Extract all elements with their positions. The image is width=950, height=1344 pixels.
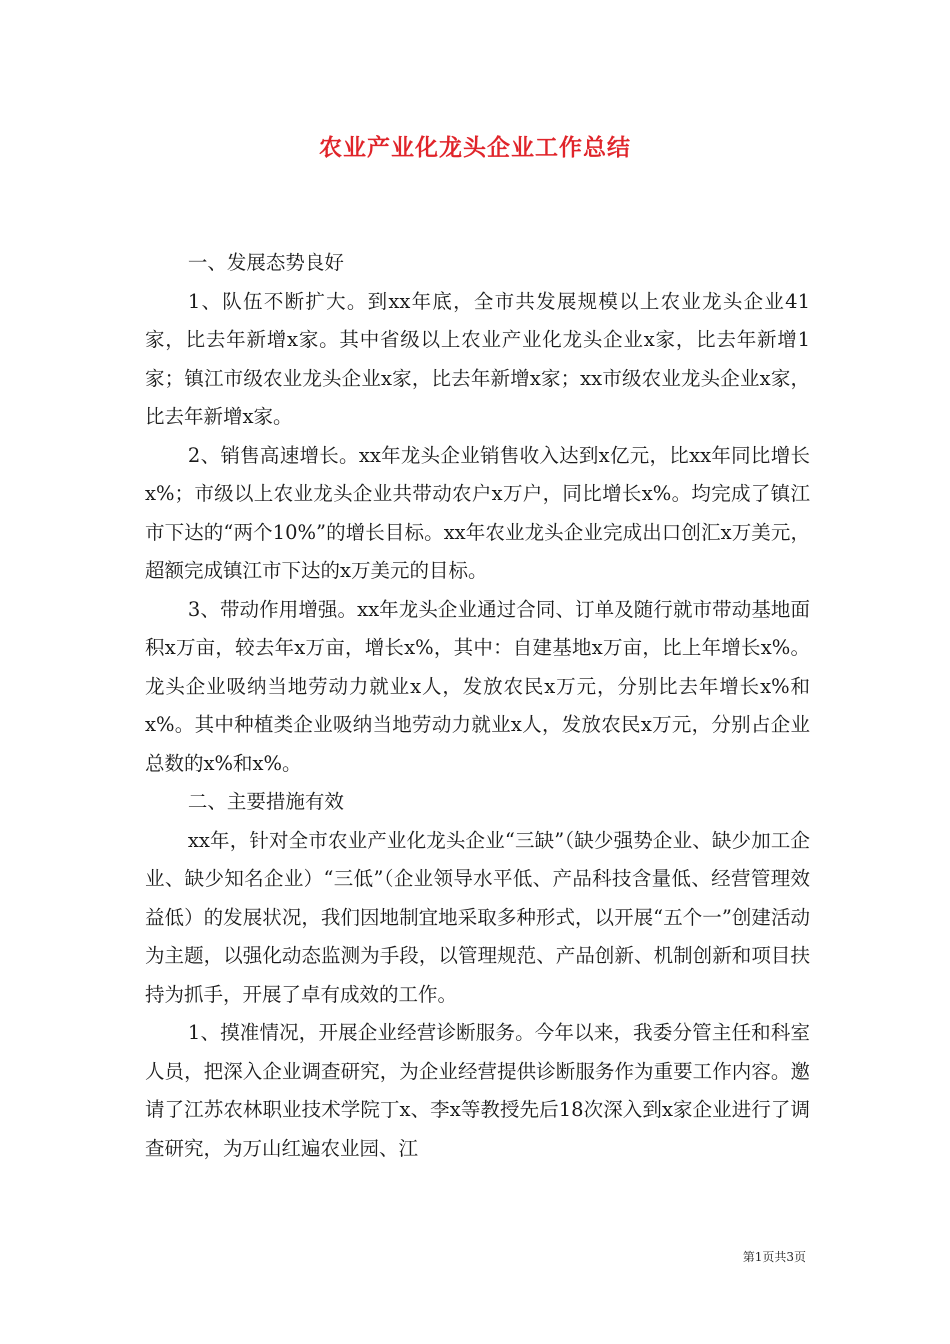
- paragraph-5: 1、摸准情况，开展企业经营诊断服务。今年以来，我委分管主任和科室人员，把深入企业调查研究，为企业经营提供诊断服务作为重要工作内容。邀请了江苏农林职业技术学院丁x、李x等教授先后18次深入到x家企业进行了调查研究，为万山红遍农业园、江: [145, 1021, 810, 1160]
- section-heading-2: 二、主要措施有效: [187, 790, 344, 813]
- paragraph-2: 2、销售高速增长。xx年龙头企业销售收入达到x亿元，比xx年同比增长x%；市级以上农业龙头企业共带动农户x万户，同比增长x%。均完成了镇江市下达的“两个10%”的增长目标。xx年农业龙头企业完成出口创汇x万美元，超额完成镇江市下达的x万美元的目标。: [145, 443, 810, 582]
- paragraph-1: 1、队伍不断扩大。到xx年底，全市共发展规模以上农业龙头企业41家，比去年新增x家。其中省级以上农业产业化龙头企业x家，比去年新增1家；镇江市级农业龙头企业x家，比去年新增x家；xx市级农业龙头企业x家，比去年新增x家。: [145, 289, 810, 428]
- document-body: [145, 244, 810, 1168]
- page-number: 第1页共3页: [742, 1250, 806, 1264]
- page-title: 农业产业化龙头企业工作总结: [319, 134, 631, 161]
- paragraph-4: xx年，针对全市农业产业化龙头企业“三缺”（缺少强势企业、缺少加工企业、缺少知名企业）“三低”（企业领导水平低、产品科技含量低、经营管理效益低）的发展状况，我们因地制宜地采取多种形式，以开展“五个一”创建活动为主题，以强化动态监测为手段，以管理规范、产品创新、机制创新和项目扶持为抓手，开展了卓有成效的工作。: [145, 828, 810, 1006]
- paragraph-3: 3、带动作用增强。xx年龙头企业通过合同、订单及随行就市带动基地面积x万亩，较去年x万亩，增长x%，其中：自建基地x万亩，比上年增长x%。龙头企业吸纳当地劳动力就业x人，发放农民x万元，分别比去年增长x%和x%。其中种植类企业吸纳当地劳动力就业x人，发放农民x万元，分别占企业总数的x%和x%。: [145, 597, 810, 775]
- section-heading-1: 一、发展态势良好: [187, 251, 344, 274]
